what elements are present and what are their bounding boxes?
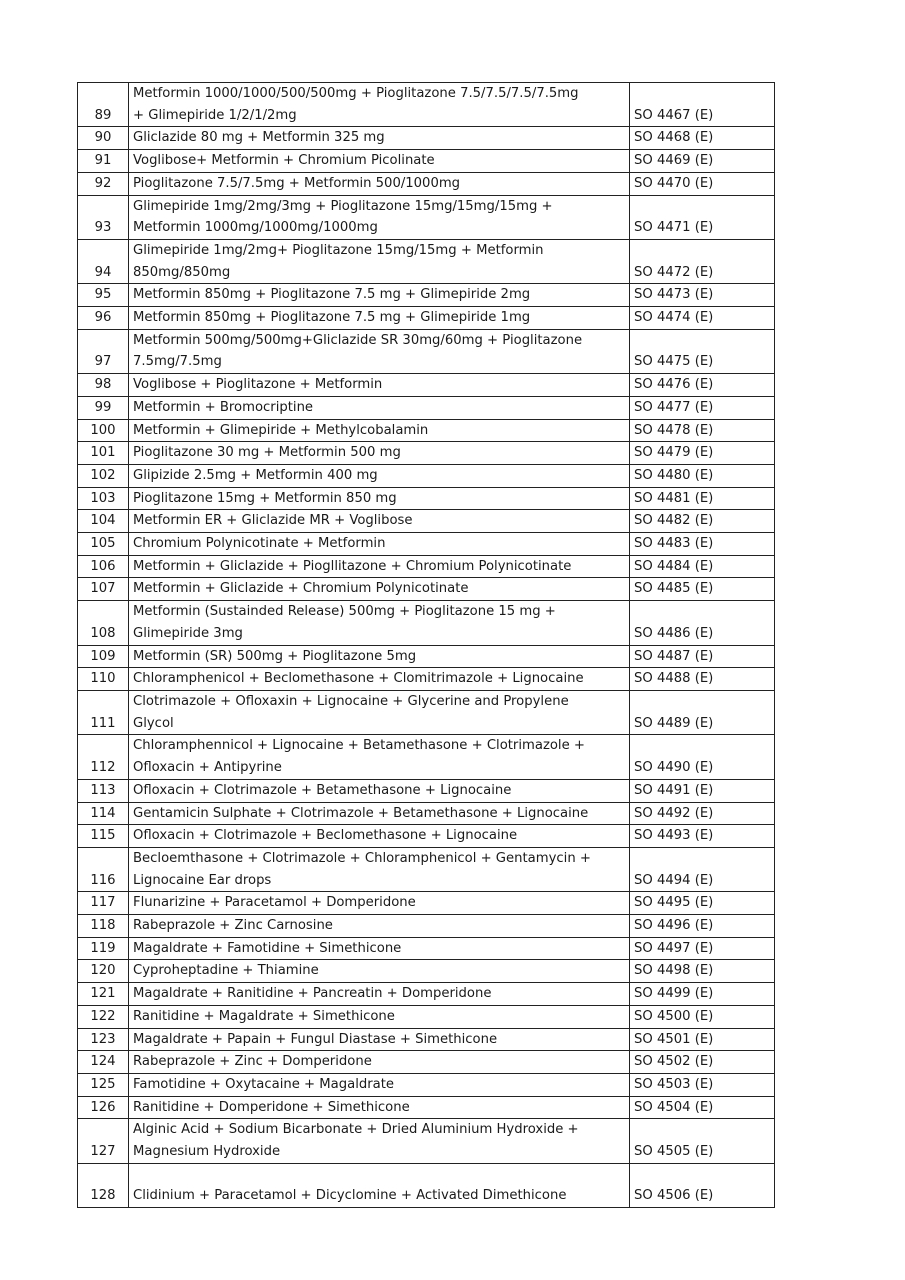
drug-combination-cell: Ranitidine + Magaldrate + Simethicone <box>129 1005 630 1028</box>
table-row <box>78 825 775 848</box>
table-row <box>78 195 775 239</box>
serial-number-cell: 94 <box>78 239 129 283</box>
drug-combination-cell: Ofloxacin + Clotrimazole + Beclomethasone + Lignocaine <box>129 825 630 848</box>
serial-number-cell: 100 <box>78 419 129 442</box>
notification-number-cell: SO 4496 (E) <box>630 915 775 938</box>
notification-number-cell: SO 4501 (E) <box>630 1028 775 1051</box>
serial-number-cell: 115 <box>78 825 129 848</box>
table-row <box>78 419 775 442</box>
drug-combination-cell: Ranitidine + Domperidone + Simethicone <box>129 1096 630 1119</box>
notification-number-cell: SO 4476 (E) <box>630 374 775 397</box>
notification-number-cell: SO 4504 (E) <box>630 1096 775 1119</box>
table-row <box>78 779 775 802</box>
drug-combination-cell: Famotidine + Oxytacaine + Magaldrate <box>129 1073 630 1096</box>
drug-combination-cell: Metformin + Bromocriptine <box>129 396 630 419</box>
serial-number-cell: 111 <box>78 690 129 734</box>
drug-combination-cell: Chloramphenicol + Beclomethasone + Clomitrimazole + Lignocaine <box>129 668 630 691</box>
notification-number-cell: SO 4484 (E) <box>630 555 775 578</box>
drug-combination-cell: Metformin 1000/1000/500/500mg + Pioglitazone 7.5/7.5/7.5/7.5mg + Glimepiride 1/2/1/2mg <box>129 83 630 127</box>
table-row <box>78 1051 775 1074</box>
notification-number-cell: SO 4482 (E) <box>630 510 775 533</box>
table-row <box>78 1005 775 1028</box>
notification-number-cell: SO 4479 (E) <box>630 442 775 465</box>
notification-number-cell: SO 4500 (E) <box>630 1005 775 1028</box>
serial-number-cell: 105 <box>78 533 129 556</box>
serial-number-cell: 123 <box>78 1028 129 1051</box>
table-row <box>78 1119 775 1163</box>
table-row <box>78 690 775 734</box>
notification-number-cell: SO 4505 (E) <box>630 1119 775 1163</box>
notification-number-cell: SO 4483 (E) <box>630 533 775 556</box>
notification-number-cell: SO 4492 (E) <box>630 802 775 825</box>
serial-number-cell: 104 <box>78 510 129 533</box>
table-row <box>78 1028 775 1051</box>
notification-number-cell: SO 4489 (E) <box>630 690 775 734</box>
table-row <box>78 578 775 601</box>
table-row <box>78 735 775 779</box>
drug-combination-cell: Magaldrate + Ranitidine + Pancreatin + Domperidone <box>129 983 630 1006</box>
notification-number-cell: SO 4486 (E) <box>630 601 775 645</box>
notification-number-cell: SO 4467 (E) <box>630 83 775 127</box>
serial-number-cell: 91 <box>78 150 129 173</box>
table-row <box>78 892 775 915</box>
notification-number-cell: SO 4503 (E) <box>630 1073 775 1096</box>
table-row <box>78 915 775 938</box>
serial-number-cell: 112 <box>78 735 129 779</box>
serial-number-cell: 128 <box>78 1163 129 1207</box>
fdc-table <box>77 82 775 1208</box>
drug-combination-cell: Glimepiride 1mg/2mg/3mg + Pioglitazone 15mg/15mg/15mg + Metformin 1000mg/1000mg/1000mg <box>129 195 630 239</box>
notification-number-cell: SO 4493 (E) <box>630 825 775 848</box>
drug-combination-cell: Becloemthasone + Clotrimazole + Chloramphenicol + Gentamycin + Lignocaine Ear drops <box>129 847 630 891</box>
notification-number-cell: SO 4499 (E) <box>630 983 775 1006</box>
serial-number-cell: 119 <box>78 937 129 960</box>
serial-number-cell: 118 <box>78 915 129 938</box>
notification-number-cell: SO 4481 (E) <box>630 487 775 510</box>
serial-number-cell: 114 <box>78 802 129 825</box>
notification-number-cell: SO 4502 (E) <box>630 1051 775 1074</box>
drug-combination-cell: Gliclazide 80 mg + Metformin 325 mg <box>129 127 630 150</box>
serial-number-cell: 96 <box>78 307 129 330</box>
drug-combination-cell: Chloramphennicol + Lignocaine + Betamethasone + Clotrimazole + Ofloxacin + Antipyrine <box>129 735 630 779</box>
serial-number-cell: 102 <box>78 464 129 487</box>
drug-combination-cell: Voglibose + Pioglitazone + Metformin <box>129 374 630 397</box>
serial-number-cell: 107 <box>78 578 129 601</box>
notification-number-cell: SO 4485 (E) <box>630 578 775 601</box>
drug-combination-cell: Magaldrate + Papain + Fungul Diastase + Simethicone <box>129 1028 630 1051</box>
table-row <box>78 510 775 533</box>
drug-combination-cell: Metformin 500mg/500mg+Gliclazide SR 30mg/60mg + Pioglitazone 7.5mg/7.5mg <box>129 329 630 373</box>
serial-number-cell: 98 <box>78 374 129 397</box>
notification-number-cell: SO 4478 (E) <box>630 419 775 442</box>
serial-number-cell: 122 <box>78 1005 129 1028</box>
notification-number-cell: SO 4490 (E) <box>630 735 775 779</box>
serial-number-cell: 99 <box>78 396 129 419</box>
table-row <box>78 442 775 465</box>
serial-number-cell: 90 <box>78 127 129 150</box>
drug-combination-cell: Pioglitazone 30 mg + Metformin 500 mg <box>129 442 630 465</box>
drug-combination-cell: Metformin 850mg + Pioglitazone 7.5 mg + Glimepiride 2mg <box>129 284 630 307</box>
table-row <box>78 239 775 283</box>
drug-combination-cell: Pioglitazone 15mg + Metformin 850 mg <box>129 487 630 510</box>
serial-number-cell: 124 <box>78 1051 129 1074</box>
serial-number-cell: 97 <box>78 329 129 373</box>
drug-combination-cell: Gentamicin Sulphate + Clotrimazole + Betamethasone + Lignocaine <box>129 802 630 825</box>
serial-number-cell: 103 <box>78 487 129 510</box>
drug-combination-cell: Ofloxacin + Clotrimazole + Betamethasone + Lignocaine <box>129 779 630 802</box>
table-row <box>78 396 775 419</box>
table-row <box>78 329 775 373</box>
notification-number-cell: SO 4473 (E) <box>630 284 775 307</box>
drug-combination-cell: Pioglitazone 7.5/7.5mg + Metformin 500/1000mg <box>129 172 630 195</box>
drug-combination-cell: Metformin ER + Gliclazide MR + Voglibose <box>129 510 630 533</box>
notification-number-cell: SO 4488 (E) <box>630 668 775 691</box>
drug-combination-cell: Cyproheptadine + Thiamine <box>129 960 630 983</box>
table-row <box>78 1163 775 1207</box>
drug-combination-cell: Metformin 850mg + Pioglitazone 7.5 mg + Glimepiride 1mg <box>129 307 630 330</box>
notification-number-cell: SO 4472 (E) <box>630 239 775 283</box>
serial-number-cell: 92 <box>78 172 129 195</box>
notification-number-cell: SO 4471 (E) <box>630 195 775 239</box>
notification-number-cell: SO 4491 (E) <box>630 779 775 802</box>
serial-number-cell: 109 <box>78 645 129 668</box>
table-row <box>78 464 775 487</box>
serial-number-cell: 108 <box>78 601 129 645</box>
notification-number-cell: SO 4487 (E) <box>630 645 775 668</box>
serial-number-cell: 110 <box>78 668 129 691</box>
drug-combination-cell: Chromium Polynicotinate + Metformin <box>129 533 630 556</box>
notification-number-cell: SO 4506 (E) <box>630 1163 775 1207</box>
notification-number-cell: SO 4480 (E) <box>630 464 775 487</box>
table-row <box>78 847 775 891</box>
table-row <box>78 172 775 195</box>
table-body <box>78 83 775 1208</box>
serial-number-cell: 127 <box>78 1119 129 1163</box>
drug-combination-cell: Metformin + Glimepiride + Methylcobalamin <box>129 419 630 442</box>
serial-number-cell: 106 <box>78 555 129 578</box>
table-row <box>78 555 775 578</box>
notification-number-cell: SO 4494 (E) <box>630 847 775 891</box>
serial-number-cell: 113 <box>78 779 129 802</box>
drug-combination-cell: Flunarizine + Paracetamol + Domperidone <box>129 892 630 915</box>
table-row <box>78 487 775 510</box>
drug-combination-cell: Magaldrate + Famotidine + Simethicone <box>129 937 630 960</box>
drug-combination-cell: Voglibose+ Metformin + Chromium Picolinate <box>129 150 630 173</box>
table-row <box>78 601 775 645</box>
drug-combination-cell: Rabeprazole + Zinc + Domperidone <box>129 1051 630 1074</box>
notification-number-cell: SO 4474 (E) <box>630 307 775 330</box>
serial-number-cell: 120 <box>78 960 129 983</box>
table-row <box>78 374 775 397</box>
serial-number-cell: 125 <box>78 1073 129 1096</box>
table-row <box>78 150 775 173</box>
drug-combination-cell: Metformin + Gliclazide + Chromium Polynicotinate <box>129 578 630 601</box>
notification-number-cell: SO 4497 (E) <box>630 937 775 960</box>
notification-number-cell: SO 4477 (E) <box>630 396 775 419</box>
serial-number-cell: 117 <box>78 892 129 915</box>
notification-number-cell: SO 4468 (E) <box>630 127 775 150</box>
serial-number-cell: 121 <box>78 983 129 1006</box>
table-row <box>78 533 775 556</box>
table-row <box>78 307 775 330</box>
notification-number-cell: SO 4495 (E) <box>630 892 775 915</box>
notification-number-cell: SO 4469 (E) <box>630 150 775 173</box>
drug-combination-cell: Clidinium + Paracetamol + Dicyclomine + Activated Dimethicone <box>129 1163 630 1207</box>
table-row <box>78 802 775 825</box>
table-row <box>78 668 775 691</box>
serial-number-cell: 95 <box>78 284 129 307</box>
serial-number-cell: 93 <box>78 195 129 239</box>
drug-combination-cell: Clotrimazole + Ofloxaxin + Lignocaine + Glycerine and Propylene Glycol <box>129 690 630 734</box>
drug-combination-cell: Alginic Acid + Sodium Bicarbonate + Dried Aluminium Hydroxide + Magnesium Hydroxide <box>129 1119 630 1163</box>
table-row <box>78 960 775 983</box>
serial-number-cell: 126 <box>78 1096 129 1119</box>
serial-number-cell: 116 <box>78 847 129 891</box>
table-row <box>78 1096 775 1119</box>
notification-number-cell: SO 4470 (E) <box>630 172 775 195</box>
serial-number-cell: 89 <box>78 83 129 127</box>
table-row <box>78 937 775 960</box>
table-row <box>78 127 775 150</box>
table-row <box>78 645 775 668</box>
table-row <box>78 983 775 1006</box>
notification-number-cell: SO 4498 (E) <box>630 960 775 983</box>
serial-number-cell: 101 <box>78 442 129 465</box>
table-row <box>78 83 775 127</box>
table-row <box>78 284 775 307</box>
drug-combination-cell: Metformin (SR) 500mg + Pioglitazone 5mg <box>129 645 630 668</box>
drug-combination-cell: Metformin (Sustainded Release) 500mg + Pioglitazone 15 mg + Glimepiride 3mg <box>129 601 630 645</box>
drug-combination-cell: Rabeprazole + Zinc Carnosine <box>129 915 630 938</box>
table-row <box>78 1073 775 1096</box>
drug-combination-cell: Glimepiride 1mg/2mg+ Pioglitazone 15mg/15mg + Metformin 850mg/850mg <box>129 239 630 283</box>
drug-combination-cell: Glipizide 2.5mg + Metformin 400 mg <box>129 464 630 487</box>
notification-number-cell: SO 4475 (E) <box>630 329 775 373</box>
drug-combination-cell: Metformin + Gliclazide + Piogllitazone + Chromium Polynicotinate <box>129 555 630 578</box>
